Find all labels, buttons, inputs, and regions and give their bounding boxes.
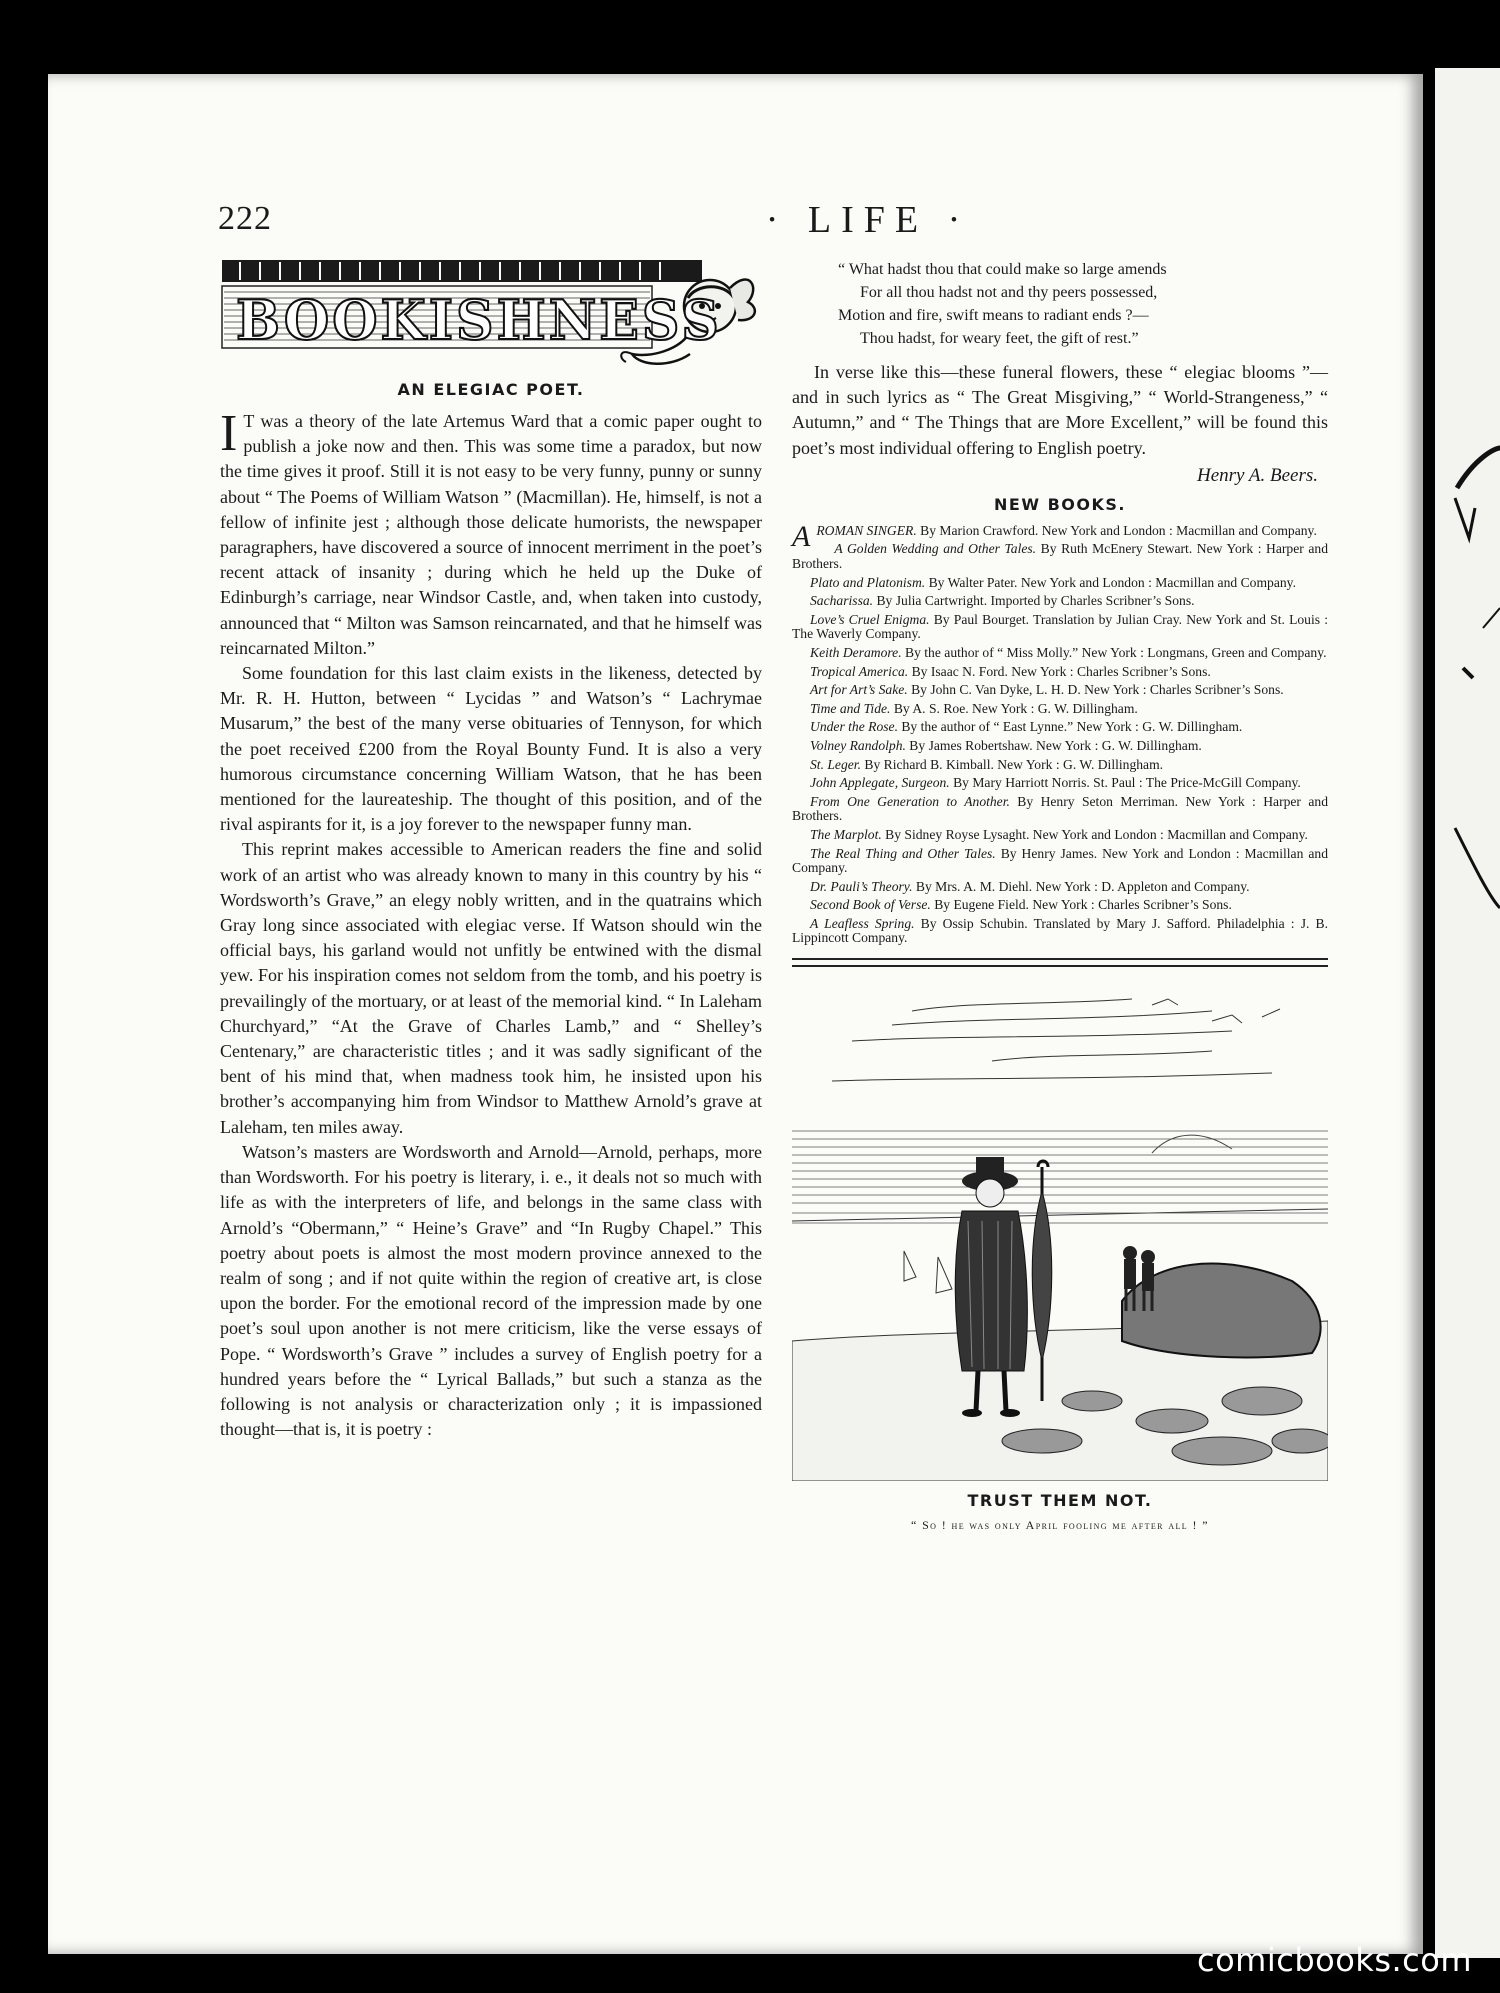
book-list	[792, 519, 1329, 946]
book-entry	[792, 720, 1328, 735]
article-paragraph-1: I T was a theory of the late Artemus Ward that a comic paper ought to publish a joke now and then. This was some time a paradox, but now the time gives it proof. Still it is not easy to be very funny, punny or sunny about “ The Poems of William Watson ” (Macmillan). He, himself, is not a fellow of infinite jest ; although those delicate humorists, the newspaper paragraphers, have discovered a source of innocent merriment in the poet’s recent attack of insanity ; during which he held up the Duke of Edinburgh’s carriage, near Windsor Castle, and, when taken into custody, announced that “ Milton was Samson reincarnated, and that he himself was reincarnated Milton.”	[220, 405, 762, 658]
book-title: ROMAN SINGER.	[816, 522, 917, 538]
book-entry	[792, 847, 1328, 876]
section-divider	[792, 958, 1328, 967]
book-entry	[792, 683, 1328, 698]
adjacent-page-edge	[1435, 68, 1500, 1958]
cartoon-illustration	[792, 981, 1328, 1481]
book-title: The Marplot.	[810, 826, 882, 842]
book-title: Time and Tide.	[810, 700, 891, 716]
book-details: By Julia Cartwright. Imported by Charles Scribner’s Sons.	[873, 593, 1195, 609]
book-title: Tropical America.	[810, 663, 909, 679]
cartoon-caption: “ So ! he was only April fooling me after all ! ”	[910, 1518, 1209, 1533]
book-title: Under the Rose.	[810, 719, 898, 735]
book-entry	[792, 613, 1328, 642]
book-details: By Paul Bourget. Translation by Julian Cray. New York and St. Louis : The Waverly Company.	[792, 611, 1328, 642]
book-entry	[792, 576, 1328, 591]
book-title: A Golden Wedding and Other Tales.	[834, 541, 1037, 557]
poem-line: “ What hadst thou that could make so large amends	[838, 261, 1167, 278]
book-title: The Real Thing and Other Tales.	[810, 845, 996, 861]
book-entry	[792, 898, 1328, 913]
book-title: Love’s Cruel Enigma.	[810, 611, 930, 627]
book-title: St. Leger.	[810, 756, 861, 772]
book-title: Second Book of Verse.	[810, 897, 931, 913]
book-details: By Isaac N. Ford. New York : Charles Scribner’s Sons.	[908, 663, 1211, 679]
book-title: Volney Randolph.	[810, 737, 906, 753]
book-entry	[792, 594, 1328, 609]
adjacent-page-drawing	[1435, 68, 1500, 1958]
book-entry	[792, 646, 1328, 661]
article-title: AN ELEGIAC POET.	[397, 380, 585, 399]
book-details: By A. S. Roe. New York : G. W. Dillingham.	[890, 700, 1138, 716]
book-details: By the author of “ Miss Molly.” New York : Longmans, Green and Company.	[901, 644, 1327, 660]
book-title: Plato and Platonism.	[810, 574, 926, 590]
book-entry	[792, 739, 1328, 754]
book-title: From One Generation to Another.	[810, 793, 1010, 809]
book-details: By Henry Seton Merriman. New York : Harper and Brothers.	[792, 793, 1328, 824]
book-entry	[792, 758, 1328, 773]
book-title: A Leafless Spring.	[810, 915, 915, 931]
book-title: Dr. Pauli’s Theory.	[810, 878, 913, 894]
page-header	[218, 200, 1328, 240]
site-watermark: comicbooks.com	[1196, 1941, 1472, 1979]
book-title: Art for Art’s Sake.	[810, 682, 908, 698]
book-details: By Mrs. A. M. Diehl. New York : D. Appleton and Company.	[912, 878, 1250, 894]
book-title: Keith Deramore.	[810, 644, 902, 660]
poem-line: For all thou hadst not and thy peers possessed,	[860, 284, 1158, 301]
section-banner	[220, 258, 760, 370]
book-entry	[792, 665, 1328, 680]
book-entry	[792, 917, 1328, 946]
book-details: By Marion Crawford. New York and London : Macmillan and Company.	[916, 522, 1317, 538]
book-entry	[792, 880, 1328, 895]
article-paragraph-4: Watson’s masters are Wordsworth and Arnold—Arnold, perhaps, more than Wordsworth. For his poetry is literary, i. e., it deals not so much with life as with the interpreters of life, and belongs in the same class with Arnold’s “Obermann,” “ Heine’s Grave” and “In Rugby Chapel.” This poetry about poets is almost the most modern province annexed to the realm of song ; and if not quite within the region of creative art, is close upon the border. For the emotional record of the impression made by one poet’s soul upon another is not mere criticism, like the verse essays of Pope. “ Wordsworth’s Grave ” includes a survey of English poetry for a hundred years before the “ Lyrical Ballads,” but such a stanza as the following is not analysis or characterization only ; it is impassioned thought—that is, it is poetry :	[220, 1141, 762, 1440]
article-closing: In verse like this—these funeral flowers, these “ elegiac blooms ”—and in such lyrics as “ The Great Misgiving,” “ World-Strangeness,” “ Autumn,” and “ The Things that are More Excellent,” will be found this poet’s most individual offering to English poetry.	[792, 362, 1328, 458]
article-paragraph-3: This reprint makes accessible to American readers the fine and solid work of an artist who was already known to many in this country by his “ Wordsworth’s Grave,” an elegy nobly written, and in the quatrains which Gray long since associated with elegiac verse. If Watson should win the official bays, his garland would not unfitly be entwined with the dismal yew. For his inspiration comes not seldom from the tomb, and his poetry is prevailingly of the mortuary, or at least of the memorial kind. “ In Laleham Churchyard,” “At the Grave of Charles Lamb,” and “ Shelley’s Centenary,” are characteristic titles ; and it was sadly significant of the bent of his mind that, when madness took him, he insisted upon his brother’s accompanying him from Windsor to Matthew Arnold’s grave at Laleham, ten miles away.	[220, 839, 762, 1137]
book-details: By Ruth McEnery Stewart. New York : Harper and Brothers.	[792, 541, 1328, 571]
book-details: By Walter Pater. New York and London : Macmillan and Company.	[925, 574, 1296, 590]
banner-title: BOOKISHNESS	[236, 288, 722, 353]
sailboats	[904, 1251, 952, 1293]
book-details: By Sidney Royse Lysaght. New York and London : Macmillan and Company.	[881, 826, 1308, 842]
drop-cap: I	[220, 405, 238, 462]
book-details: By Eugene Field. New York : Charles Scribner’s Sons.	[930, 897, 1232, 913]
book-details: By Ossip Schubin. Translated by Mary J. Safford. Philadelphia : J. B. Lippincott Company.	[792, 915, 1328, 946]
new-books-title: NEW BOOKS.	[994, 494, 1126, 514]
book-details: By John C. Van Dyke, L. H. D. New York : Charles Scribner’s Sons.	[907, 682, 1284, 698]
book-entry	[792, 795, 1328, 824]
book-details: By Richard B. Kimball. New York : G. W. Dillingham.	[860, 756, 1164, 772]
left-column	[220, 258, 762, 1442]
book-details: By Mary Harriott Norris. St. Paul : The Price-McGill Company.	[949, 775, 1301, 791]
page-number: 222	[218, 200, 272, 237]
book-title: Sacharissa.	[810, 593, 874, 609]
book-entry	[792, 702, 1328, 717]
right-column	[792, 258, 1328, 1533]
book-entry	[792, 542, 1328, 571]
book-title: John Applegate, Surgeon.	[810, 775, 950, 791]
book-details: By the author of “ East Lynne.” New York : G. W. Dillingham.	[897, 719, 1243, 735]
poem-line: Motion and fire, swift means to radiant ends ?—	[838, 307, 1149, 324]
masthead-title: · LIFE ·	[765, 199, 971, 241]
book-entry	[792, 828, 1328, 843]
book-details: By Henry James. New York and London : Macmillan and Company.	[792, 845, 1329, 876]
book-list-initial: A	[792, 519, 811, 553]
author-signature: Henry A. Beers.	[1196, 464, 1318, 486]
book-details: By James Robertshaw. New York : G. W. Dillingham.	[905, 737, 1202, 753]
cartoon-title: TRUST THEM NOT.	[967, 1491, 1153, 1511]
article-paragraph-2: Some foundation for this last claim exists in the likeness, detected by Mr. R. H. Hutton, between “ Lycidas ” and Watson’s “ Lachrymae Musarum,” the best of the many verse obituaries of Tennyson, for which the poet received £200 from the Royal Bounty Fund. It is also a very humorous circumstance concerning William Watson, that he has been mentioned for the laureateship. The thought of this position, and of the rival aspirants for it, is a joy forever to the newspaper funny man.	[220, 663, 762, 835]
book-entry	[792, 776, 1328, 791]
poem-line: Thou hadst, for weary feet, the gift of rest.”	[860, 330, 1139, 347]
poem-quote	[838, 258, 1328, 350]
